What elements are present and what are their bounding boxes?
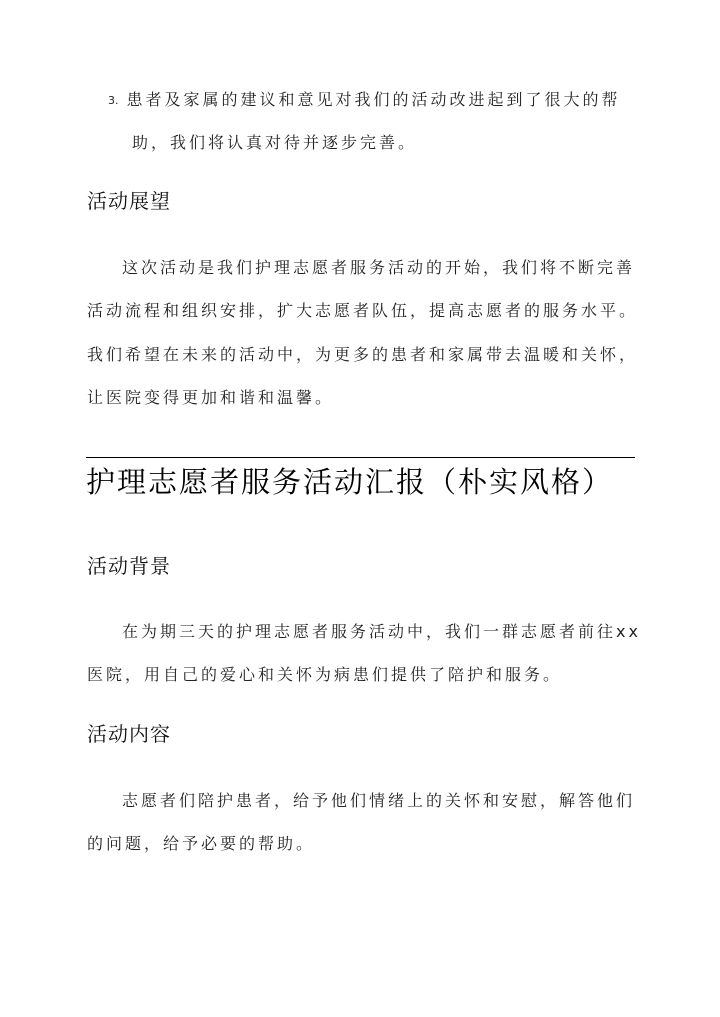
- paragraph-line: 的问题，给予必要的帮助。: [87, 834, 316, 853]
- paragraph-line: 活动流程和组织安排，扩大志愿者队伍，提高志愿者的服务水平。: [87, 301, 639, 320]
- paragraph-line: 志愿者们陪护患者，给予他们情绪上的关怀和安慰，解答他们: [122, 791, 636, 810]
- paragraph-line: 在为期三天的护理志愿者服务活动中，我们一群志愿者前往xx: [122, 622, 641, 641]
- document-title: 护理志愿者服务活动汇报（朴实风格）: [86, 465, 614, 499]
- paragraph-line: 这次活动是我们护理志愿者服务活动的开始，我们将不断完善: [122, 258, 636, 277]
- list-item-3-line-2: 助，我们将认真对待并逐步完善。: [132, 133, 418, 152]
- list-number: 3.: [108, 94, 119, 107]
- paragraph-line: 让医院变得更加和谐和温馨。: [87, 388, 335, 407]
- section-heading-background: 活动背景: [87, 554, 171, 578]
- section-heading-content: 活动内容: [87, 722, 171, 746]
- paragraph-line: 医院，用自己的爱心和关怀为病患们提供了陪护和服务。: [87, 665, 563, 684]
- list-item-3-line-1: [108, 89, 621, 112]
- section-heading-outlook: 活动展望: [87, 189, 171, 213]
- paragraph-line: 我们希望在未来的活动中，为更多的患者和家属带去温暖和关怀，: [87, 345, 639, 364]
- title-divider: [86, 457, 635, 458]
- list-item-text: 患者及家属的建议和意见对我们的活动改进起到了很大的帮: [126, 90, 621, 109]
